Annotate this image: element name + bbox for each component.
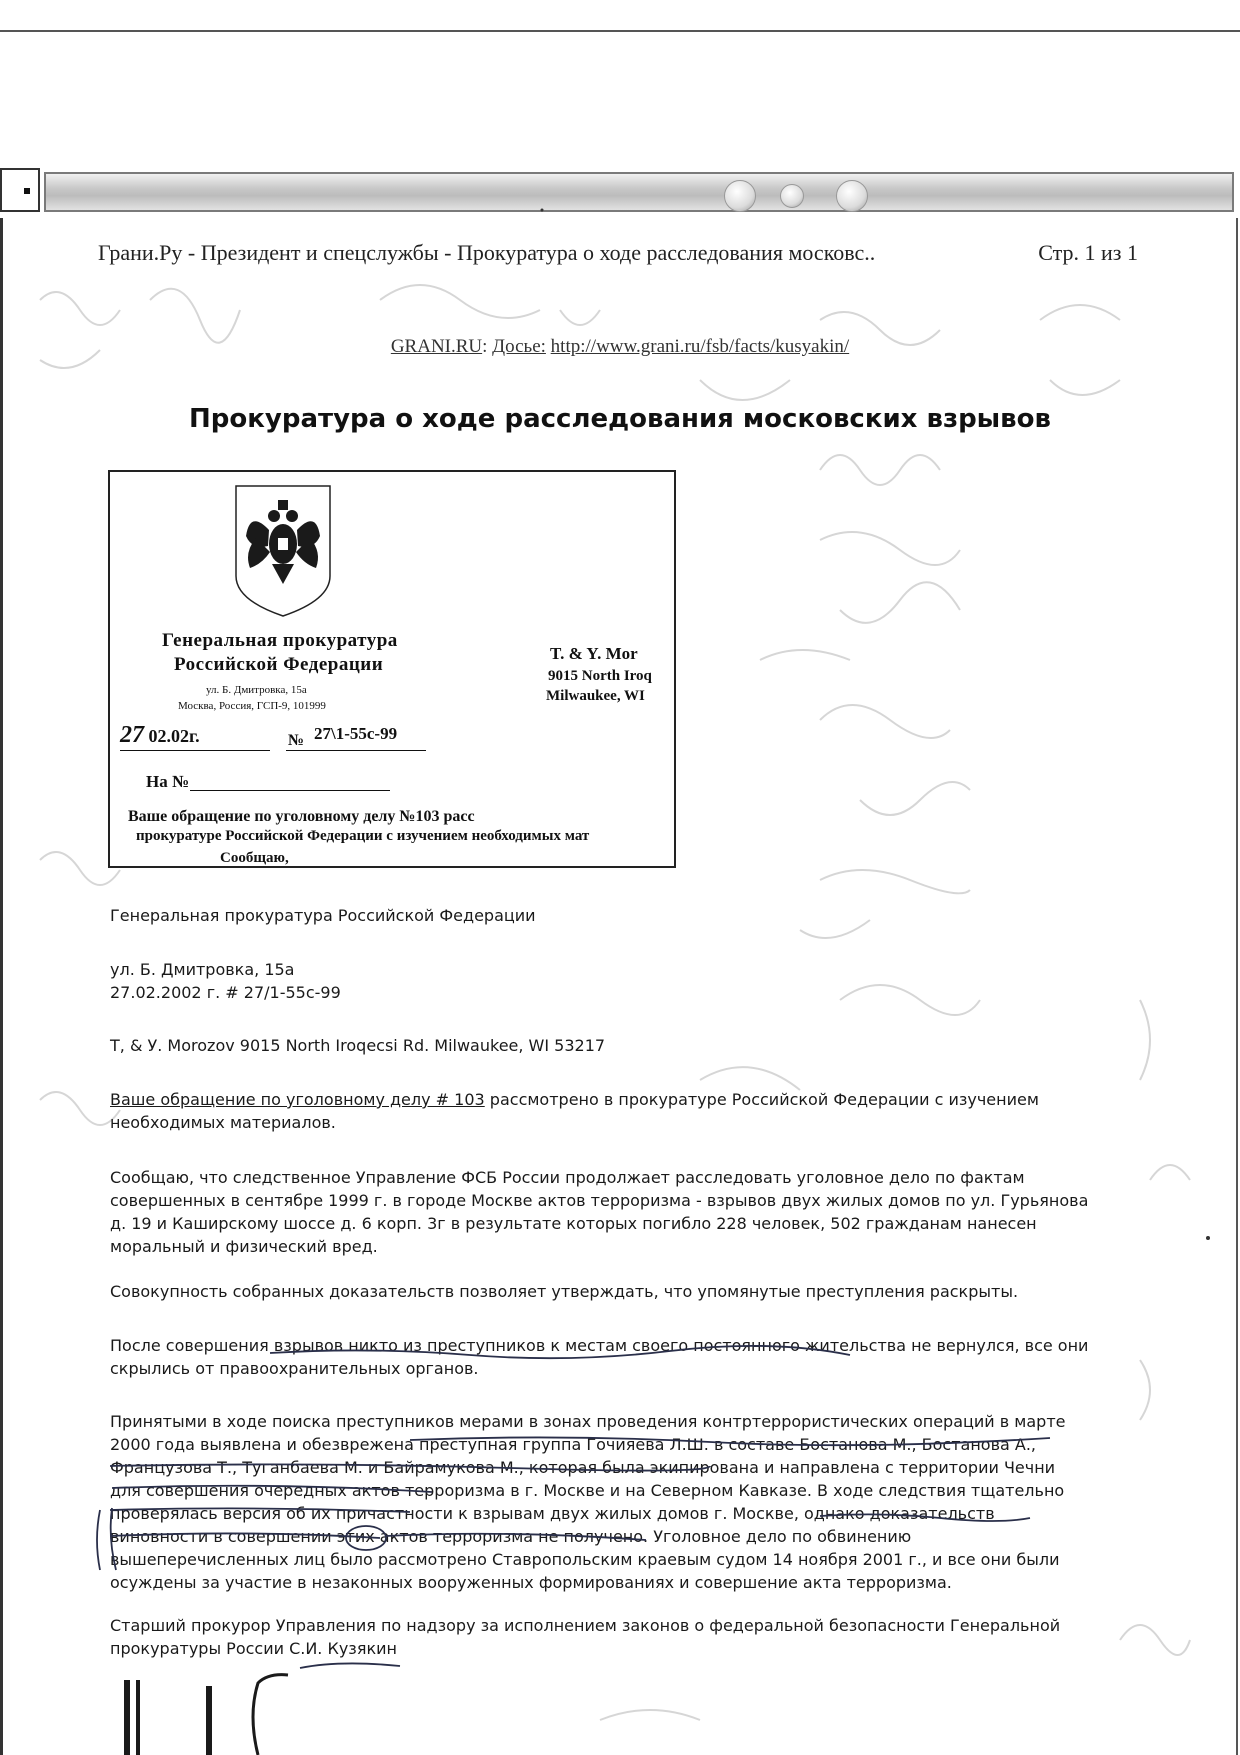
paragraph-1-text: рассмотрено в прокуратуре Российской Федерации с изучением необходимых материалов. [110,1090,1039,1132]
print-header [98,240,1138,266]
reference-rule [190,790,390,791]
paragraph-5: Принятыми в ходе поиска преступников мерами в зонах проведения контртеррористических операций в марте 2000 года выявлена и обезврежена преступная группа Гочияева Л.Ш. в составе Бостанова М., Бостанова А., Французова Т., Туганбаева М. и Байрамукова М., которая была экипирована и направлена с территории Чечни для совершения очередных актов терроризма в г. Москве и на Северном Кавказе. В ходе следствия тщательно проверялась версия об их причастности к взрывам двух жилых домов г. Москве, однако доказательств виновности в совершении этих актов терроризма не получено. Уголовное дело по обвинению вышеперечисленных лиц было рассмотрено Ставропольским краевым судом 14 ноября 2001 г., и все они были осуждены за участие в незаконных вооруженных формированиях и совершение акта терроризма. [110,1412,1066,1592]
knob-icon [836,180,868,212]
date-rule [120,750,270,751]
knob-icon [724,180,756,212]
letterhead-number: 27\1-55с-99 [314,724,398,743]
coat-of-arms-icon [228,480,338,620]
letterhead-date [120,722,200,749]
site-link[interactable]: GRANI.RU [390,336,483,357]
recipient-line3: Milwaukee, WI [546,688,645,704]
knob-icon [780,184,804,208]
letterhead-body-line1: Ваше обращение по уголовному делу №103 расс [128,808,475,825]
letterhead-scan [108,470,676,868]
window-corner-icon [0,168,40,212]
letter-recipient: T, & У. Morozov 9015 North Iroqecsi Rd. Milwaukee, WI 53217 [110,1036,606,1055]
letter-date-number: 27.02.2002 г. # 27/1-55c-99 [110,983,341,1002]
recipient-line2: 9015 North Iroq [548,668,652,684]
source-line: GRANI.RU: Досье: http://www.grani.ru/fsb/facts/kusyakin/ [390,336,850,357]
printed-date: 02.02г. [148,726,200,746]
paragraph-1 [110,1088,1090,1134]
paragraph-4: После совершения взрывов никто из преступников к местам своего постоянного жительства не вернулся, все они скрылись от правоохранительных органов. [110,1336,1089,1378]
paragraph-3: Совокупность собранных доказательств позволяет утверждать, что упомянутые преступления раскрыты. [110,1282,1019,1301]
browser-toolbar-strip [0,168,1240,218]
reference-label: На № [146,772,190,791]
letterhead-org-line1: Генеральная прокуратура [162,630,398,651]
signature-paragraph: Старший прокурор Управления по надзору за исполнением законов о федеральной безопасности Генеральной прокуратуры России С.И. Кузякин [110,1616,1061,1658]
letterhead-address-line2: Москва, Россия, ГСП-9, 101999 [178,700,326,712]
letter-org: Генеральная прокуратура Российской Федерации [110,906,536,925]
letterhead-body-line2: прокуратуре Российской Федерации с изучением необходимых мат [136,828,590,844]
handwritten-day: 27 [120,722,144,748]
print-header-title: Грани.Ру - Президент и спецслужбы - Прокуратура о ходе расследования московс.. [98,240,876,265]
number-rule [286,750,426,751]
letterhead-address-line1: ул. Б. Дмитровка, 15а [206,684,307,696]
letter-address: ул. Б. Дмитровка, 15а [110,960,295,979]
paragraph-2: Сообщаю, что следственное Управление ФСБ России продолжает расследовать уголовное дело по фактам совершенных в сентябре 1999 г. в городе Москве актов терроризма - взрывов двух жилых домов по ул. Гурьянова д. 19 и Каширскому шоссе д. 6 корп. 3г в результате которых погибло 228 человек, 502 гражданам нанесен моральный и физический вред. [110,1168,1089,1256]
number-sign: № [288,732,305,749]
source-url-link[interactable]: http://www.grani.ru/fsb/facts/kusyakin/ [550,336,850,357]
toolbar-strip [44,172,1234,212]
page-title: Прокуратура о ходе расследования московских взрывов [189,404,1051,434]
scan-edge [0,30,1240,32]
case-reference-link[interactable]: Ваше обращение по уголовному делу # 103 [110,1090,485,1109]
page-indicator: Стр. 1 из 1 [1038,240,1138,265]
letterhead-org-line2: Российской Федерации [174,654,384,675]
source-label: Досье: [492,336,546,357]
recipient-line1: T. & Y. Mor [550,644,638,663]
letterhead-body-line3: Сообщаю, [220,850,289,866]
